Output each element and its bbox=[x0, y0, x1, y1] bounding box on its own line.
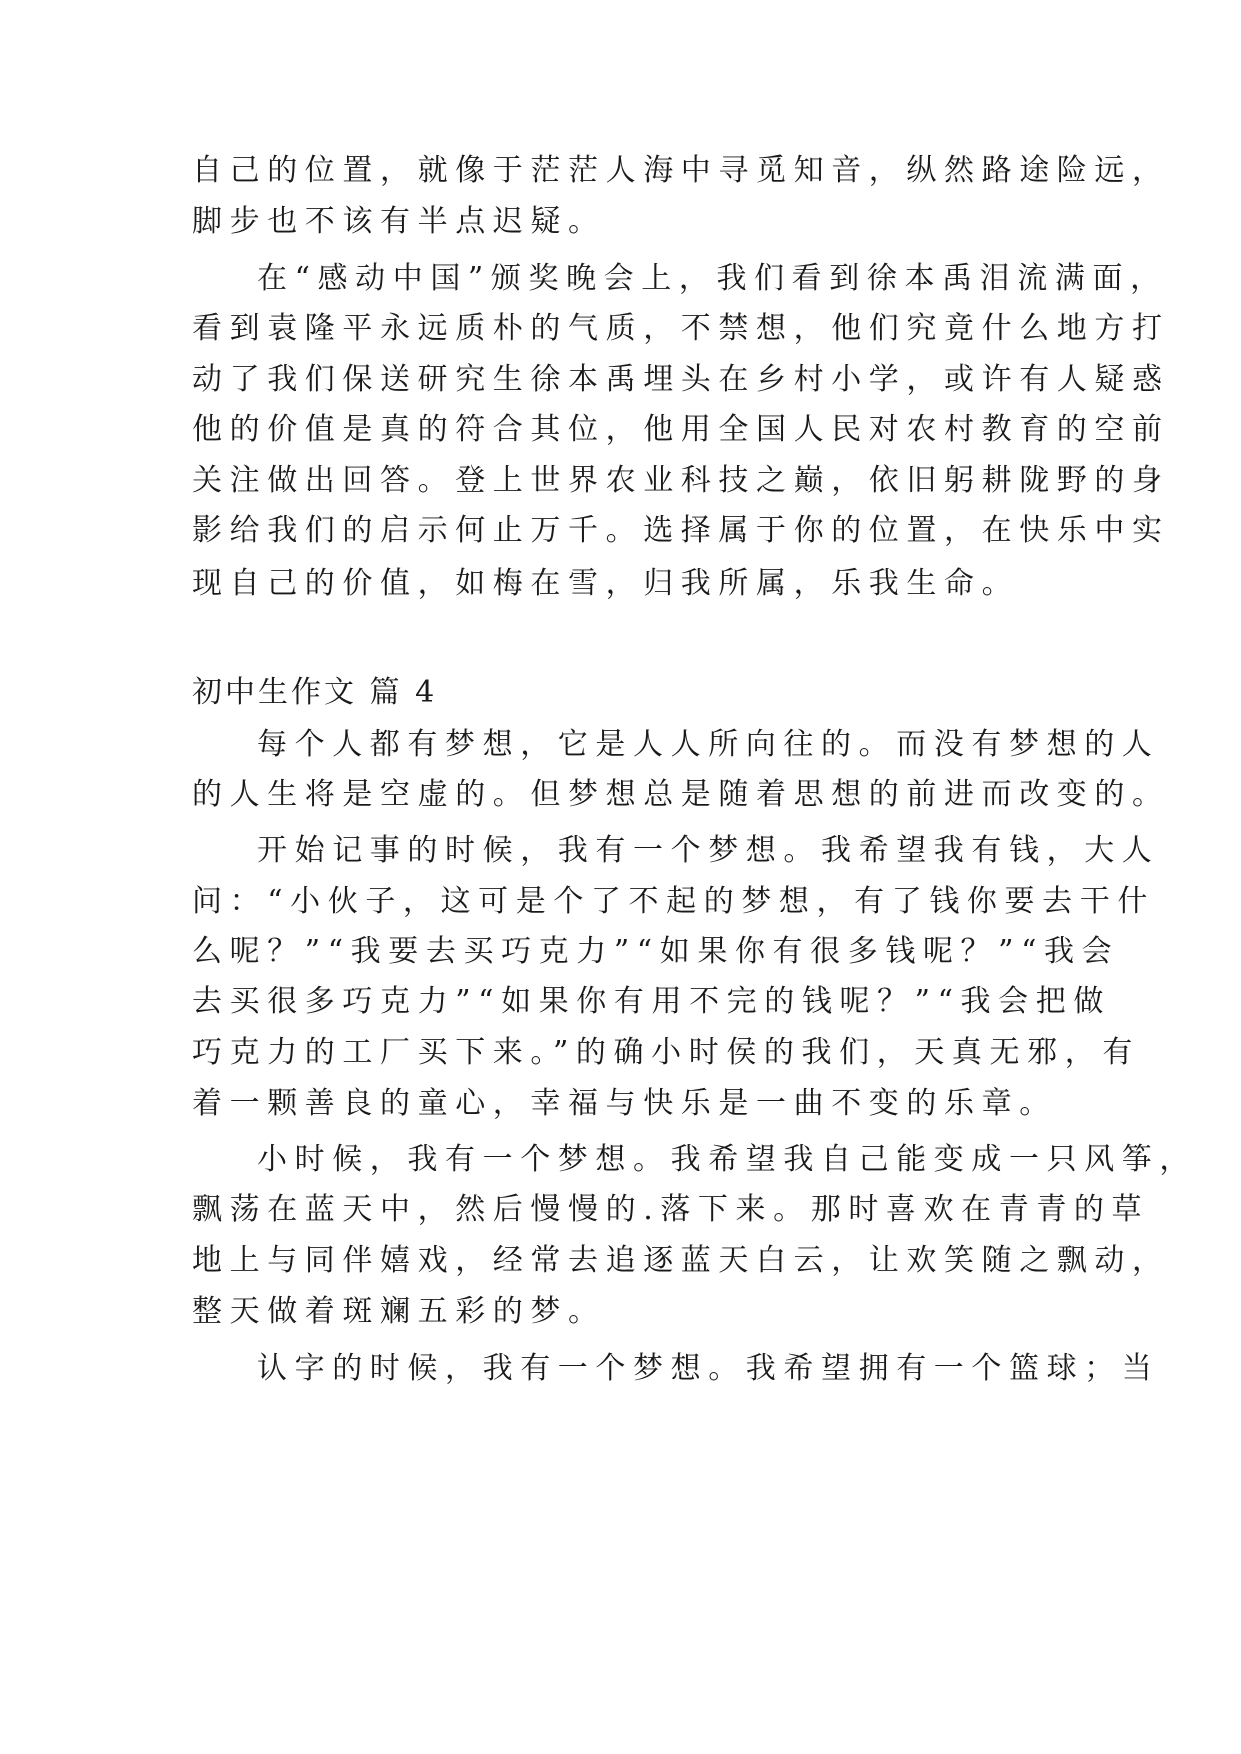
paragraph-first-line: 小时候，我有一个梦想。我希望我自己能变成一只风筝， bbox=[257, 1142, 1197, 1177]
body-text-line: 巧克力的工厂买下来。”的确小时侯的我们，天真无邪，有 bbox=[192, 1035, 1140, 1070]
paragraph-first-line: 在“感动中国”颁奖晚会上，我们看到徐本禹泪流满面， bbox=[257, 261, 1168, 296]
body-text-line: 自己的位置，就像于茫茫人海中寻觅知音，纵然路途险远， bbox=[192, 153, 1170, 188]
body-text-line: 现自己的价值，如梅在雪，归我所属，乐我生命。 bbox=[192, 566, 1020, 601]
body-text-line: 么呢？”“我要去买巧克力”“如果你有很多钱呢？”“我会 bbox=[192, 934, 1120, 969]
body-text-line: 问：“小伙子，这可是个了不起的梦想，有了钱你要去干什 bbox=[192, 884, 1155, 919]
body-text-line: 整天做着斑斓五彩的梦。 bbox=[192, 1294, 606, 1329]
section-heading: 初中生作文 篇 4 bbox=[192, 675, 438, 710]
body-text-line: 关注做出回答。登上世界农业科技之巅，依旧躬耕陇野的身 bbox=[192, 463, 1170, 498]
paragraph-first-line: 每个人都有梦想，它是人人所向往的。而没有梦想的人 bbox=[257, 727, 1160, 762]
paragraph-first-line: 认字的时候，我有一个梦想。我希望拥有一个篮球；当 bbox=[257, 1351, 1160, 1386]
body-text-line: 着一颗善良的童心，幸福与快乐是一曲不变的乐章。 bbox=[192, 1086, 1057, 1121]
body-text-line: 看到袁隆平永远质朴的气质，不禁想，他们究竟什么地方打 bbox=[192, 311, 1170, 346]
body-text-line: 影给我们的启示何止万千。选择属于你的位置，在快乐中实 bbox=[192, 513, 1170, 548]
body-text-line: 去买很多巧克力”“如果你有用不完的钱呢？”“我会把做 bbox=[192, 984, 1111, 1019]
body-text-line: 他的价值是真的符合其位，他用全国人民对农村教育的空前 bbox=[192, 412, 1170, 447]
body-text-line: 动了我们保送研究生徐本禹埋头在乡村小学，或许有人疑惑 bbox=[192, 362, 1170, 397]
body-text-line: 的人生将是空虚的。但梦想总是随着思想的前进而改变的。 bbox=[192, 777, 1170, 812]
paragraph-first-line: 开始记事的时候，我有一个梦想。我希望我有钱，大人 bbox=[257, 833, 1160, 868]
body-text-line: 地上与同伴嬉戏，经常去追逐蓝天白云，让欢笑随之飘动， bbox=[192, 1243, 1170, 1278]
body-text-line: 飘荡在蓝天中，然后慢慢的.落下来。那时喜欢在青青的草 bbox=[192, 1192, 1150, 1227]
body-text-line: 脚步也不该有半点迟疑。 bbox=[192, 204, 606, 239]
